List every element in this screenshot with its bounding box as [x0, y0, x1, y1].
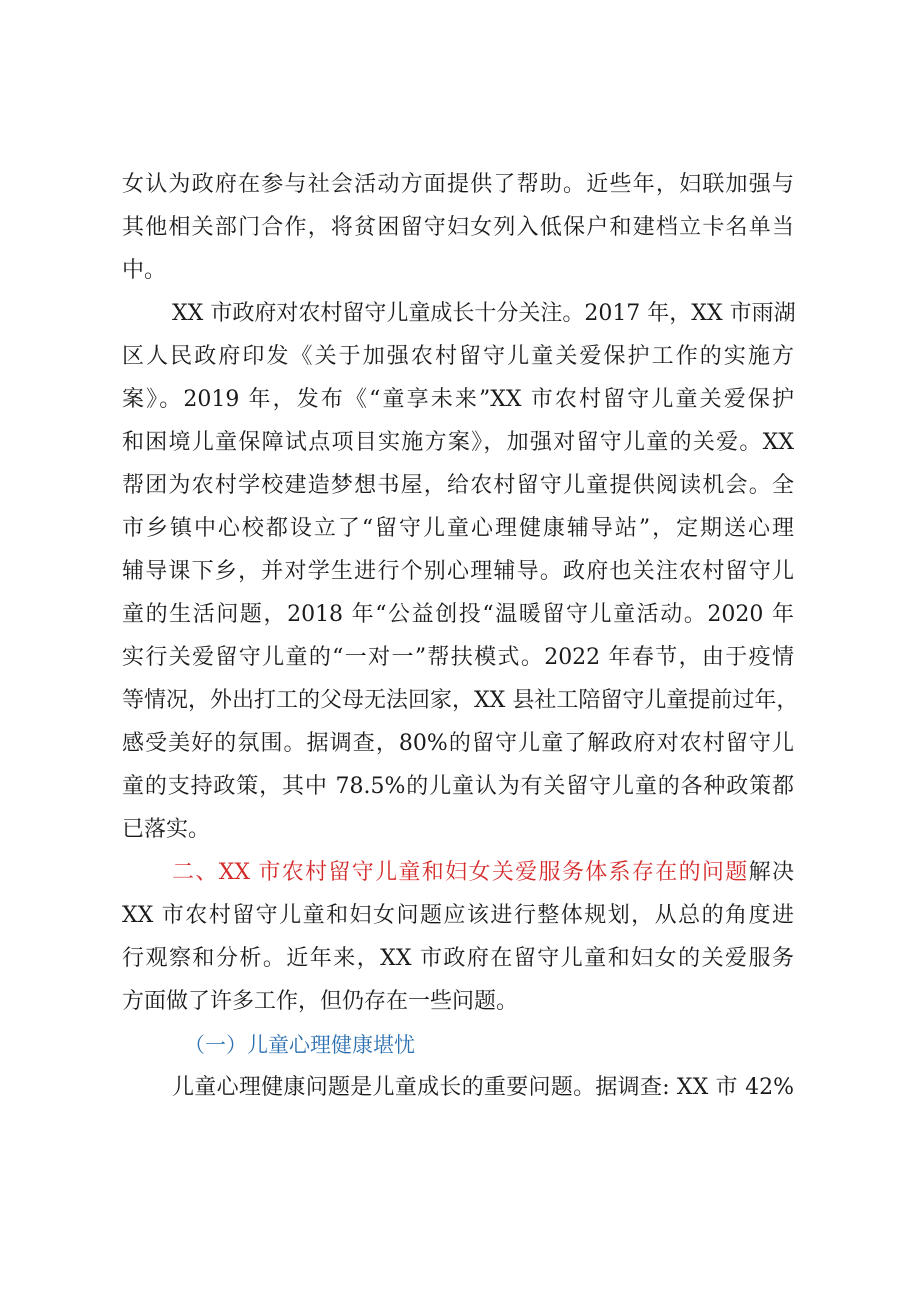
paragraph-2-line-4: 和困境儿童保障试点项目实施方案》，加强对留守儿童的关爱。XX — [122, 430, 794, 455]
paragraph-2-line-13: 已落实。 — [122, 817, 211, 842]
section-heading-line — [172, 858, 794, 888]
paragraph-4-line-1: 儿童心理健康问题是儿童成长的重要问题。据调查: XX 市 42% — [172, 1075, 794, 1100]
paragraph-2-line-6: 市乡镇中心校都设立了“留守儿童心理健康辅导站”，定期送心理 — [122, 516, 794, 541]
paragraph-2-line-1: XX 市政府对农村留守儿童成长十分关注。2017 年，XX 市雨湖 — [172, 301, 796, 326]
paragraph-2-line-7: 辅导课下乡，并对学生进行个别心理辅导。政府也关注农村留守儿 — [122, 559, 794, 584]
paragraph-1-line-3: 中。 — [122, 258, 167, 283]
paragraph-2-line-10: 等情况，外出打工的父母无法回家，XX 县社工陪留守儿童提前过年， — [122, 688, 799, 713]
paragraph-2-line-12: 童的支持政策，其中 78.5%的儿童认为有关留守儿童的各种政策都 — [122, 774, 794, 799]
paragraph-3-line-3: 方面做了许多工作，但仍存在一些问题。 — [122, 989, 519, 1014]
paragraph-2-line-2: 区人民政府印发《关于加强农村留守儿童关爱保护工作的实施方 — [122, 344, 794, 369]
paragraph-2-line-11: 感受美好的氛围。据调查，80%的留守儿童了解政府对农村留守儿 — [122, 731, 794, 756]
paragraph-2-line-3: 案》。2019 年，发布《“童享未来”XX 市农村留守儿童关爱保护 — [122, 387, 794, 412]
paragraph-2-line-8: 童的生活问题，2018 年“公益创投“温暖留守儿童活动。2020 年 — [122, 602, 794, 627]
paragraph-3-line-2: 行观察和分析。近年来，XX 市政府在留守儿童和妇女的关爱服务 — [122, 946, 794, 971]
section-heading: 二、XX 市农村留守儿童和妇女关爱服务体系存在的问题 — [172, 860, 749, 885]
paragraph-3-line-1: XX 市农村留守儿童和妇女问题应该进行整体规划，从总的角度进 — [122, 903, 794, 928]
paragraph-2-line-5: 帮团为农村学校建造梦想书屋，给农村留守儿童提供阅读机会。全 — [122, 473, 794, 498]
paragraph-1-line-1: 女认为政府在参与社会活动方面提供了帮助。近些年，妇联加强与 — [122, 172, 794, 197]
section-heading-tail: 解决 — [748, 860, 794, 885]
paragraph-1-line-2: 其他相关部门合作，将贫困留守妇女列入低保户和建档立卡名单当 — [122, 215, 794, 240]
subheading: （一）儿童心理健康堪忧 — [184, 1033, 415, 1057]
paragraph-2-line-9: 实行关爱留守儿童的“一对一”帮扶模式。2022 年春节，由于疫情 — [122, 645, 794, 670]
